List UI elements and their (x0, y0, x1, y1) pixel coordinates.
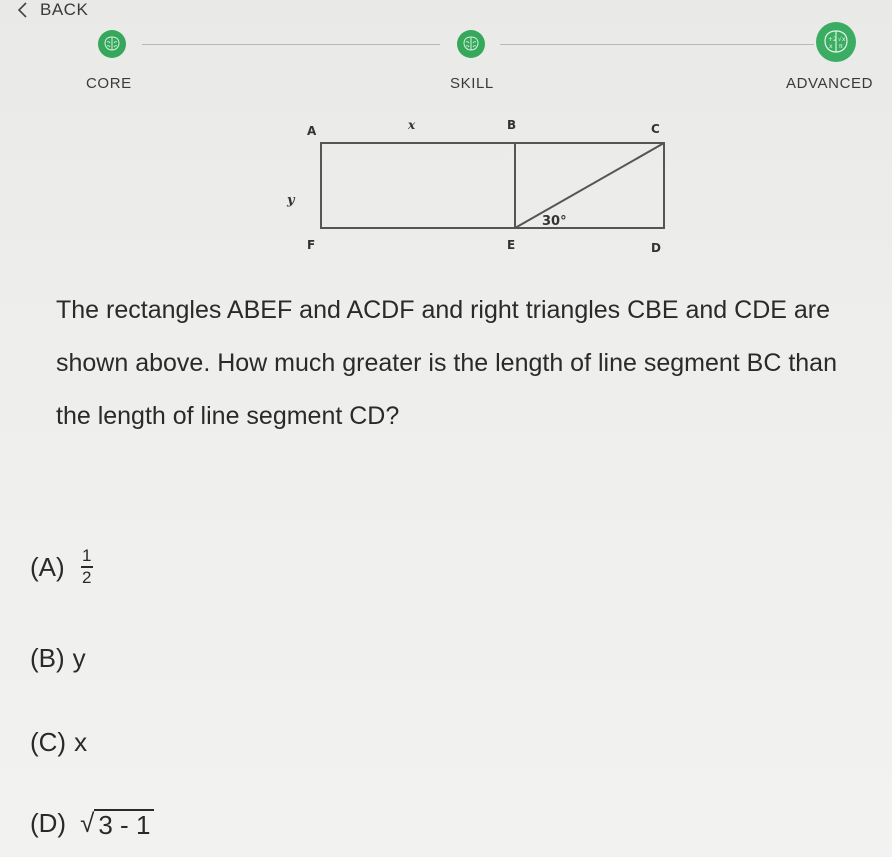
choice-a[interactable] (30, 547, 93, 587)
choice-text: y (72, 643, 86, 673)
choice-text: x (74, 727, 88, 757)
rectangle-acdf (321, 143, 664, 228)
back-button[interactable] (14, 0, 88, 20)
brain-icon (462, 36, 480, 52)
brain-icon (103, 36, 121, 52)
level-skill-label: SKILL (450, 75, 494, 92)
choice-letter: (B) (30, 643, 65, 673)
choice-c[interactable] (30, 727, 87, 758)
radicand: 3 - 1 (94, 809, 154, 839)
level-skill-button[interactable] (457, 30, 485, 58)
level-advanced-button[interactable] (816, 22, 856, 62)
question-text: The rectangles ABEF and ACDF and right triangles CBE and CDE are shown above. How much greater is the length of line segment BC than the length of line segment CD? (56, 296, 837, 430)
label-b: B (507, 118, 517, 132)
choice-letter: (A) (30, 551, 65, 582)
label-a: A (307, 124, 317, 138)
label-angle: 30° (542, 214, 567, 229)
level-advanced-label: ADVANCED (786, 75, 874, 92)
label-y: y (287, 193, 295, 208)
chevron-left-icon (14, 1, 32, 19)
choice-letter: (D) (30, 808, 67, 838)
choice-letter: (C) (30, 727, 67, 757)
choice-d[interactable] (30, 808, 154, 839)
square-root (80, 808, 154, 839)
svg-text:π: π (839, 43, 843, 50)
svg-text:x: x (829, 43, 833, 50)
radical-sign: √ (80, 808, 95, 838)
fraction (81, 547, 93, 587)
svg-text:+2: +2 (828, 36, 837, 43)
label-c: C (651, 122, 660, 136)
back-label: BACK (40, 0, 89, 19)
fraction-numerator: 1 (81, 546, 92, 565)
choice-b[interactable] (30, 643, 86, 674)
label-e: E (507, 238, 516, 252)
brain-advanced-icon (822, 29, 850, 55)
fraction-denominator: 2 (81, 568, 92, 587)
rectangle-diagram (270, 105, 690, 275)
label-d: D (651, 241, 661, 255)
svg-text:√x: √x (838, 36, 846, 43)
progress-line (500, 44, 814, 45)
segment-ce (515, 143, 664, 228)
level-core-label: CORE (86, 75, 132, 92)
progress-line (142, 44, 440, 45)
label-x: x (408, 118, 416, 132)
level-core-button[interactable] (98, 30, 126, 58)
level-progress (0, 20, 892, 100)
label-f: F (307, 238, 316, 252)
